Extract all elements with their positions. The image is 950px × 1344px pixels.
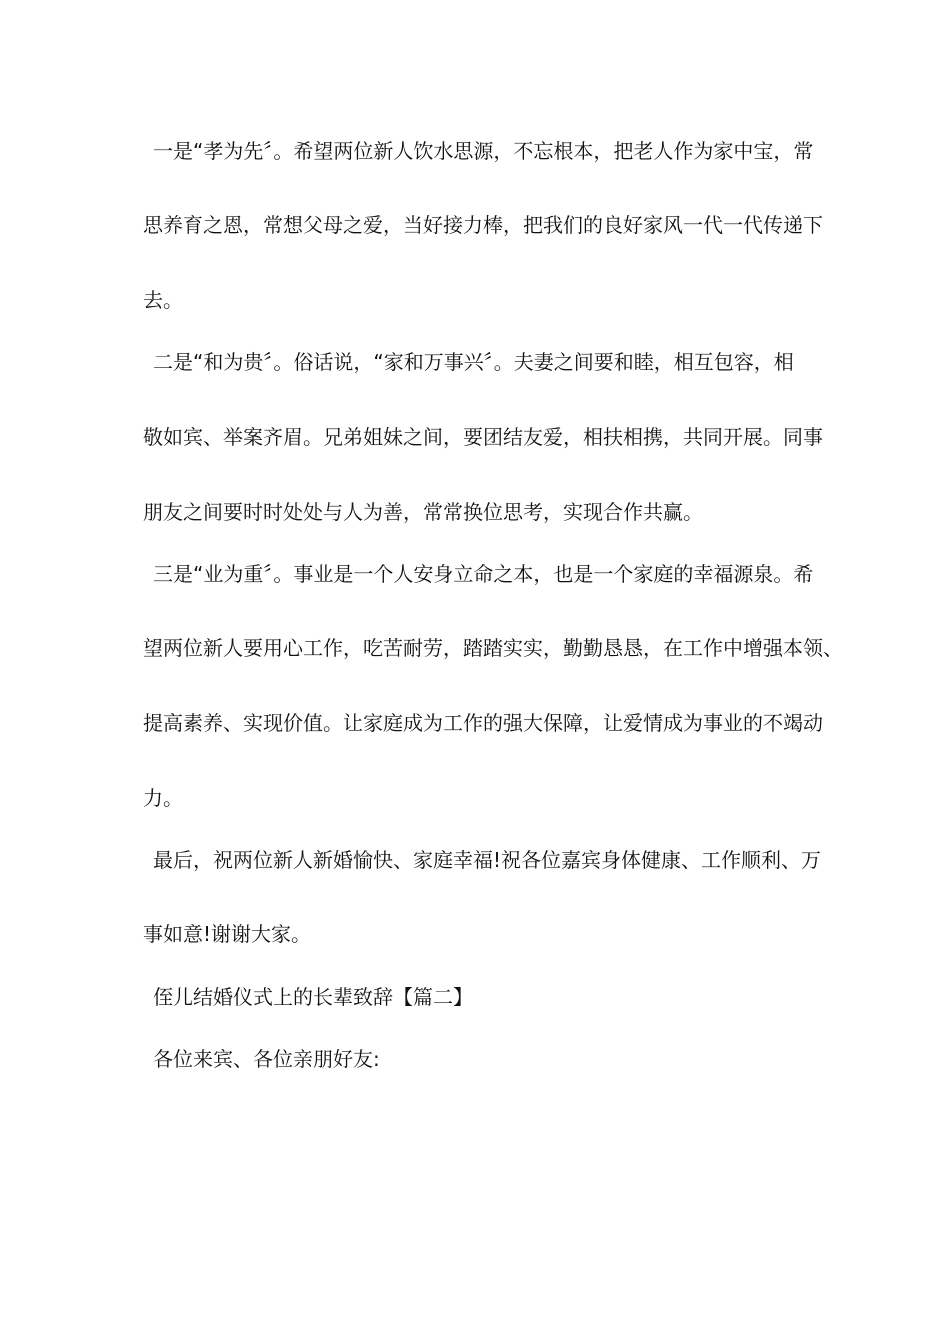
paragraph-3-line-1: 三是“业为重〞。事业是一个人安身立命之本，也是一个家庭的幸福源泉。希: [153, 562, 814, 586]
section-heading: 侄儿结婚仪式上的长辈致辞【篇二】: [153, 985, 473, 1009]
paragraph-4-line-1: 最后，祝两位新人新婚愉快、家庭幸福!祝各位嘉宾身体健康、工作顺利、万: [153, 848, 822, 872]
paragraph-2-line-3: 朋友之间要时时处处与人为善，常常换位思考，实现合作共赢。: [143, 500, 703, 524]
paragraph-2-line-1: 二是“和为贵〞。俗话说，“家和万事兴〞。夫妻之间要和睦，相互包容，相: [153, 350, 794, 374]
paragraph-3-line-2: 望两位新人要用心工作，吃苦耐劳，踏踏实实，勤勤恳恳，在工作中增强本领、: [143, 636, 843, 660]
paragraph-4-line-2: 事如意!谢谢大家。: [143, 922, 312, 946]
paragraph-1-line-3: 去。: [143, 288, 183, 312]
salutation: 各位来宾、各位亲朋好友:: [153, 1047, 380, 1071]
paragraph-3-line-3: 提高素养、实现价值。让家庭成为工作的强大保障，让爱情成为事业的不竭动: [143, 711, 823, 735]
paragraph-3-line-4: 力。: [143, 786, 183, 810]
paragraph-1-line-2: 思养育之恩，常想父母之爱，当好接力棒，把我们的良好家风一代一代传递下: [143, 213, 823, 237]
paragraph-1-line-1: 一是“孝为先〞。希望两位新人饮水思源，不忘根本，把老人作为家中宝，常: [153, 139, 814, 163]
paragraph-2-line-2: 敬如宾、举案齐眉。兄弟姐妹之间，要团结友爱，相扶相携，共同开展。同事: [143, 425, 823, 449]
